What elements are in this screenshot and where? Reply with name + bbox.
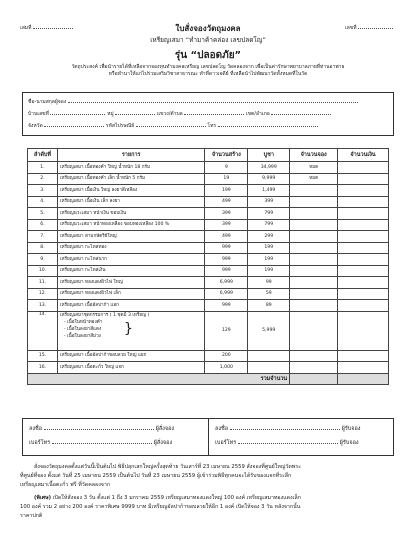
row-book-input[interactable] bbox=[290, 231, 338, 243]
row-item: เหรียญเสมา กะไหล่เงิน bbox=[57, 265, 204, 277]
row-price: 199 bbox=[248, 254, 290, 266]
table-row bbox=[28, 242, 389, 254]
row-item: เหรียญเสมา เนื้ออัลปาก้าขอบลวย ใหญ่ แยก bbox=[57, 350, 204, 362]
table-header-row bbox=[28, 149, 389, 162]
form-title: ใบสั่งจองวัตถุมงคล bbox=[175, 24, 241, 33]
col-header-no: ลำดับที่ bbox=[28, 149, 58, 162]
row-qty: 6,999 bbox=[205, 277, 248, 289]
table-row bbox=[28, 277, 389, 289]
row-no: 14. bbox=[28, 311, 58, 350]
table-row bbox=[28, 288, 389, 300]
table-row bbox=[28, 300, 389, 312]
row-no: 15. bbox=[28, 350, 58, 362]
row-book-input[interactable] bbox=[290, 242, 338, 254]
row-no: 16. bbox=[28, 362, 58, 374]
row-no: 13. bbox=[28, 300, 58, 312]
customer-info-box bbox=[22, 92, 394, 136]
row-amount bbox=[338, 242, 389, 254]
row-item: เหรียญเสมา กะไหล่ทอง bbox=[57, 242, 204, 254]
row-book-input[interactable] bbox=[290, 288, 338, 300]
row-no: 7. bbox=[28, 231, 58, 243]
col-header-item: รายการ bbox=[57, 149, 204, 162]
row-qty: 399 bbox=[205, 208, 248, 220]
row-amount bbox=[338, 311, 389, 350]
row-amount bbox=[338, 254, 389, 266]
row-price: 59 bbox=[248, 288, 290, 300]
row-qty: 9 bbox=[205, 162, 248, 174]
form-subtitle: เหรียญเสมา “ทำมาค้าคล่อง เลขปลดโญ” bbox=[150, 36, 266, 44]
table-row bbox=[28, 231, 389, 243]
row-item: เหรียญเสมา เนื้อทองคำ เล็ก น้ำหนัก 5 กรัม bbox=[57, 173, 204, 185]
table-row bbox=[28, 350, 389, 362]
receiver-tel-field[interactable]: เบอร์โทร ผู้รับจอง bbox=[215, 440, 359, 446]
row-price: 199 bbox=[248, 242, 290, 254]
table-row bbox=[28, 362, 389, 374]
row-price: 9,999 bbox=[248, 173, 290, 185]
total-amount bbox=[338, 373, 389, 385]
row-item: เหรียญเสมา ทองแดงผิวไฟ ใหญ่ bbox=[57, 277, 204, 289]
purpose-text: วัตถุประสงค์ เพื่อนำรายได้ที่เหลือจากจองทุนทำมงคลเหรียญ เลขปลดโญ วัดคลองจาก เพื่อเป็นค่ารักษาพยาบาลภายที่ท่านอาพาธ หรือทำนาให้แก่ไปร่วมเสริมวิชาสาธารณะ ทำที่ดาวเจดีย์ ที่เหลือนำไปพัฒนาวัดทั้งหมดที่ในวัด bbox=[71, 64, 345, 77]
total-row bbox=[28, 373, 389, 385]
row-amount bbox=[338, 162, 389, 174]
col-header-qty: จำนวนสร้าง bbox=[205, 149, 248, 162]
row-item: เหรียญเสมา ทองแดงผิวไฟ เล็ก bbox=[57, 288, 204, 300]
row-book-input[interactable] bbox=[290, 350, 338, 362]
row-book-input[interactable] bbox=[290, 311, 338, 350]
signature-divider bbox=[208, 419, 209, 455]
row-amount bbox=[338, 362, 389, 374]
col-header-price: บูชา bbox=[248, 149, 290, 162]
row-no: 12. bbox=[28, 288, 58, 300]
row-qty: 999 bbox=[205, 300, 248, 312]
row-book-input[interactable] bbox=[290, 208, 338, 220]
row-price: 299 bbox=[248, 231, 290, 243]
row-no: 11. bbox=[28, 277, 58, 289]
row-amount bbox=[338, 173, 389, 185]
row-book-input[interactable] bbox=[290, 196, 338, 208]
row-item: เหรียญเสมา เนื้อเงิน เล็ก ลงยา bbox=[57, 196, 204, 208]
row-amount bbox=[338, 208, 389, 220]
table-row bbox=[28, 173, 389, 185]
brace-icon: } bbox=[123, 320, 133, 337]
row-book-input[interactable] bbox=[290, 265, 338, 277]
row-amount bbox=[338, 231, 389, 243]
row-amount bbox=[338, 277, 389, 289]
col-header-book: จำนวนจอง bbox=[290, 149, 338, 162]
book-number-label: เล่มที่ bbox=[20, 24, 73, 32]
address-field[interactable]: บ้านเลขที่ หมู่ แขวง/ตำบล เขต/อำเภอ bbox=[28, 111, 331, 117]
row-book-input[interactable] bbox=[290, 362, 338, 374]
row-qty: 199 bbox=[205, 185, 248, 197]
row-amount bbox=[338, 288, 389, 300]
row-no: 8. bbox=[28, 242, 58, 254]
row-qty: 999 bbox=[205, 242, 248, 254]
row-price: 799 bbox=[248, 208, 290, 220]
row-book-input[interactable] bbox=[290, 185, 338, 197]
row-qty: 399 bbox=[205, 219, 248, 231]
row-qty: 499 bbox=[205, 196, 248, 208]
row-amount bbox=[338, 265, 389, 277]
row-price: 1,499 bbox=[248, 185, 290, 197]
row-item: เหรียญเสมา เนื้อทองคำ ใหญ่ น้ำหนัก 18 กรัม bbox=[57, 162, 204, 174]
row-item: เหรียญเสมา เนื้อเงิน ใหญ่ ลงยาสีเหลือง bbox=[57, 185, 204, 197]
table-row bbox=[28, 265, 389, 277]
col-header-amount: จำนวนเงิน bbox=[338, 149, 389, 162]
row-qty: 999 bbox=[205, 265, 248, 277]
row-price: 99 bbox=[248, 277, 290, 289]
row-no: 1. bbox=[28, 162, 58, 174]
row-amount bbox=[338, 300, 389, 312]
row-qty: 1,000 bbox=[205, 362, 248, 374]
row-price: 799 bbox=[248, 219, 290, 231]
row-book-input[interactable]: หมด bbox=[290, 173, 338, 185]
row-item: เหรียญนวะเสมา หน้าทองเหลือง ขอบทองเหลือง 100 % bbox=[57, 219, 204, 231]
special-notice: (พิเศษ) เปิดให้สั่งจอง 3 วัน ตั้งแต่ 1 ถึง 3 มกราคม 2559 เหรียญเสมาทองแดงใหญ่ 100 องค์ เหรียญเสมาทองแดงเล็ก 100 องค์ รวม 2 อย่าง 200 องค์ ราคาพิเศษ 9999 บาท มีเหรียญอัลปาก้าขอบลวยให้อีก 1 องค์ เปิดให้จอง 3 วัน หลังจากนั้น ราคาปกติ bbox=[20, 495, 301, 519]
row-amount bbox=[338, 350, 389, 362]
row-book-input[interactable] bbox=[290, 300, 338, 312]
total-label: รวมจำนวน bbox=[28, 373, 290, 385]
table-row bbox=[28, 219, 389, 231]
row-book-input[interactable] bbox=[290, 219, 338, 231]
footer-notice: สั่งจองวัตถุมงคลตั้งแต่วันนี้เป็นต้นไป พิธีปลุกเสกใหญ่ครั้งสุดท้าย วันเสาร์ที่ 23 เมษายน 2559 สั่งจองที่ศูนย์ใหญ่วัดพระ ที่ศูนย์ที่จอง ตั้งแต่ วันที่ 25 เมษายน 2559 เป็นต้นไป วันที่ 23 เมษายน 2559 ผู้เข้าร่วมพิธีทุกคนจะได้รับของแจกที่ระลึก เหรียญเสมาเนื้อตะกั่ว ฟรี ที่วัดคลองจาก bbox=[20, 464, 301, 488]
row-no: 4. bbox=[28, 196, 58, 208]
row-amount bbox=[338, 196, 389, 208]
table-row bbox=[28, 185, 389, 197]
set-item-cell: เหรียญเสมาชุดกรรมการ ( 1 ชุดมี 3 เหรียญ ) - เนื้อในหน้าทองคำ - เนื้อในลงยาสีแดง - เนื้อในลงยาสีม่วง } bbox=[57, 311, 204, 350]
total-book bbox=[290, 373, 338, 385]
row-qty: 200 bbox=[205, 350, 248, 362]
row-amount bbox=[338, 219, 389, 231]
buyer-tel-field[interactable]: เบอร์โทร ผู้สั่งจอง bbox=[29, 440, 173, 446]
row-qty: 999 bbox=[205, 254, 248, 266]
row-amount bbox=[338, 185, 389, 197]
row-price: 199 bbox=[248, 265, 290, 277]
row-item: เหรียญเสมา เนื้อตะกั่ว ใหญ่ แจก bbox=[57, 362, 204, 374]
row-no: 2. bbox=[28, 173, 58, 185]
receiver-sign-field[interactable]: ลงชื่อ ผู้รับจอง bbox=[215, 426, 361, 432]
row-price: 89 bbox=[248, 300, 290, 312]
row-qty: 499 bbox=[205, 231, 248, 243]
row-no: 3. bbox=[28, 185, 58, 197]
row-qty: 129 bbox=[205, 311, 248, 350]
row-book-input[interactable]: หมด bbox=[290, 162, 338, 174]
row-price: 34,999 bbox=[248, 162, 290, 174]
row-no: 6. bbox=[28, 219, 58, 231]
row-price bbox=[248, 362, 290, 374]
series-title: รุ่น “ปลอดภัย” bbox=[174, 50, 242, 61]
row-price: 399 bbox=[248, 196, 290, 208]
buyer-sign-field[interactable]: ลงชื่อ ผู้สั่งจอง bbox=[29, 426, 175, 432]
province-field[interactable]: จังหวัด รหัสไปรษณีย์ โทร bbox=[28, 123, 318, 129]
row-item: เหรียญเสมา เนื้ออัลปาก้า แอก bbox=[57, 300, 204, 312]
row-book-input[interactable] bbox=[290, 254, 338, 266]
signature-box bbox=[22, 418, 394, 456]
row-price bbox=[248, 350, 290, 362]
table-row bbox=[28, 162, 389, 174]
row-no: 10. bbox=[28, 265, 58, 277]
doc-number-label: เลขที่ bbox=[345, 24, 393, 32]
table-row-set bbox=[28, 311, 389, 350]
row-qty: 19 bbox=[205, 173, 248, 185]
order-table bbox=[27, 148, 389, 385]
row-item: เหรียญเสมา กะไหล่นาก bbox=[57, 254, 204, 266]
name-field[interactable]: ชื่อ-นามสกุลผู้จอง bbox=[28, 99, 358, 105]
row-item: เหรียญนวะเสมา หน้าเงิน ขอบเงิน bbox=[57, 208, 204, 220]
row-book-input[interactable] bbox=[290, 277, 338, 289]
row-no: 5. bbox=[28, 208, 58, 220]
row-item: เหรียญเสมา สามกษัตริย์ใหญ่ bbox=[57, 231, 204, 243]
row-qty: 6,999 bbox=[205, 288, 248, 300]
table-row bbox=[28, 196, 389, 208]
row-price: 5,999 bbox=[248, 311, 290, 350]
table-row bbox=[28, 254, 389, 266]
table-row bbox=[28, 208, 389, 220]
row-no: 9. bbox=[28, 254, 58, 266]
